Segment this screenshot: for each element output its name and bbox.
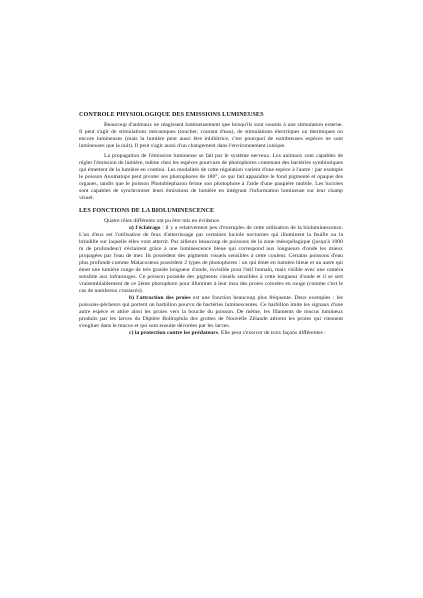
lighting-label: a) l'éclairage	[129, 225, 161, 232]
section-title-physiological-control: CONTROLE PHYSIOLOGIQUE DES EMISSIONS LUMINEUSES	[79, 111, 264, 118]
paragraph-stimulation: Beaucoup d'animaux ne réagissent lumineusement que lorsqu'ils sont soumis à une stimulation externe. Il peut s'agir de stimulations mécaniques (toucher, courant d'eau), de stimulations électriques ou thermiques ou encore lumineuses (mais la lumière peut aussi être inhibitrice, c'est pourquoi de nombreuses espèces ne sont lumineuses que la nuit). Il peut s'agir aussi d'un changement dans l'environnement ionique.	[79, 122, 343, 149]
page-content	[79, 111, 343, 337]
paragraph-prey-attraction	[79, 295, 343, 330]
protection-label: c) la protection contre les prédateurs	[129, 329, 219, 336]
paragraph-protection	[79, 330, 343, 337]
paragraph-lighting	[79, 225, 343, 295]
prey-attraction-text: est une fonction beaucoup plus fréquente. Deux exemples : les poissons-pêcheurs qui portent un barbillon pourvu de bactéries luminescentes. Ce barbillon imite les signaux d'une autre espèce et attire ainsi les proies vers la bouche du poisson. De même, les filaments de mucus lumineux produits par les larves du Diptère Bolitophila des grottes de Nouvelle Zélande attirent les proies qui viennent s'engluer dans le mucus et qui sont ensuite dévorées par les larves.	[79, 294, 343, 329]
paragraph-propagation: La propagation de l'émission lumineuse se fait par le système nerveux. Les animaux sont capables de régler l'émission de lumière, même chez les espèces pourvues de photophores contenant des bactéries symbiotiques qui émettent de la lumière en continu. Les modalités de cette régulation varient d'une espèce à l'autre : par exemple le poisson Anomalops peut pivoter ses photophores de 180°, ce qui fait apparaître le fond pigmenté et opaque des organes, tandis que le poisson Photoblepharon ferme son photophore à l'aide d'une paupière mobile. Les lucioles sont capables de synchroniser leurs émissions de lumière en intégrant l'information lumineuse sur leur champ visuel.	[79, 152, 343, 201]
section-title-functions: LES FONCTIONS DE LA BIOLUMINESCENCE	[79, 207, 215, 215]
prey-attraction-label: b) l'attraction des proies	[129, 294, 191, 301]
protection-text: . Elle peut s'exercer de trois façons différentes :	[218, 329, 326, 336]
lighting-text: : il y a relativement peu d'exemples de cette utilisation de la bioluminescence. L'un d'eux est l'utilisation de feux d'atterrissage par certaines luciole nocturnes qui illuminent la feuille ou la brindille sur laquelle elles vont atterrir. Par ailleurs beaucoup de poissons de la zone mésopélagique (jusqu'à 1000 m de profondeur) s'éclairent grâce à une luminescence bleue qui correspond aux longueurs d'onde les mieux propagées par l'eau de mer. Ils possèdent des pigments visuels sensibles à cette couleur. Certains poissons d'eau plus profonde comme Malacosteus possèdent 2 types de photophores : un qui émet en lumière bleue et un autre qui émet une lumière rouge de très grande longueur d'onde, invisible pour l'œil humain, mais visible avec une caméra sensible aux infrarouges. Ce poisson possède des pigments visuels sensibles à cette longueur d'onde et il se sert vraisemblablement de ce 2ème photophore pour illuminer à leur insu des proies colorées en rouge (comme c'est le cas de nombreux crustacés).	[79, 225, 343, 295]
paragraph-intro: Quatre rôles différents ont pu être mis en évidence.	[104, 218, 221, 225]
